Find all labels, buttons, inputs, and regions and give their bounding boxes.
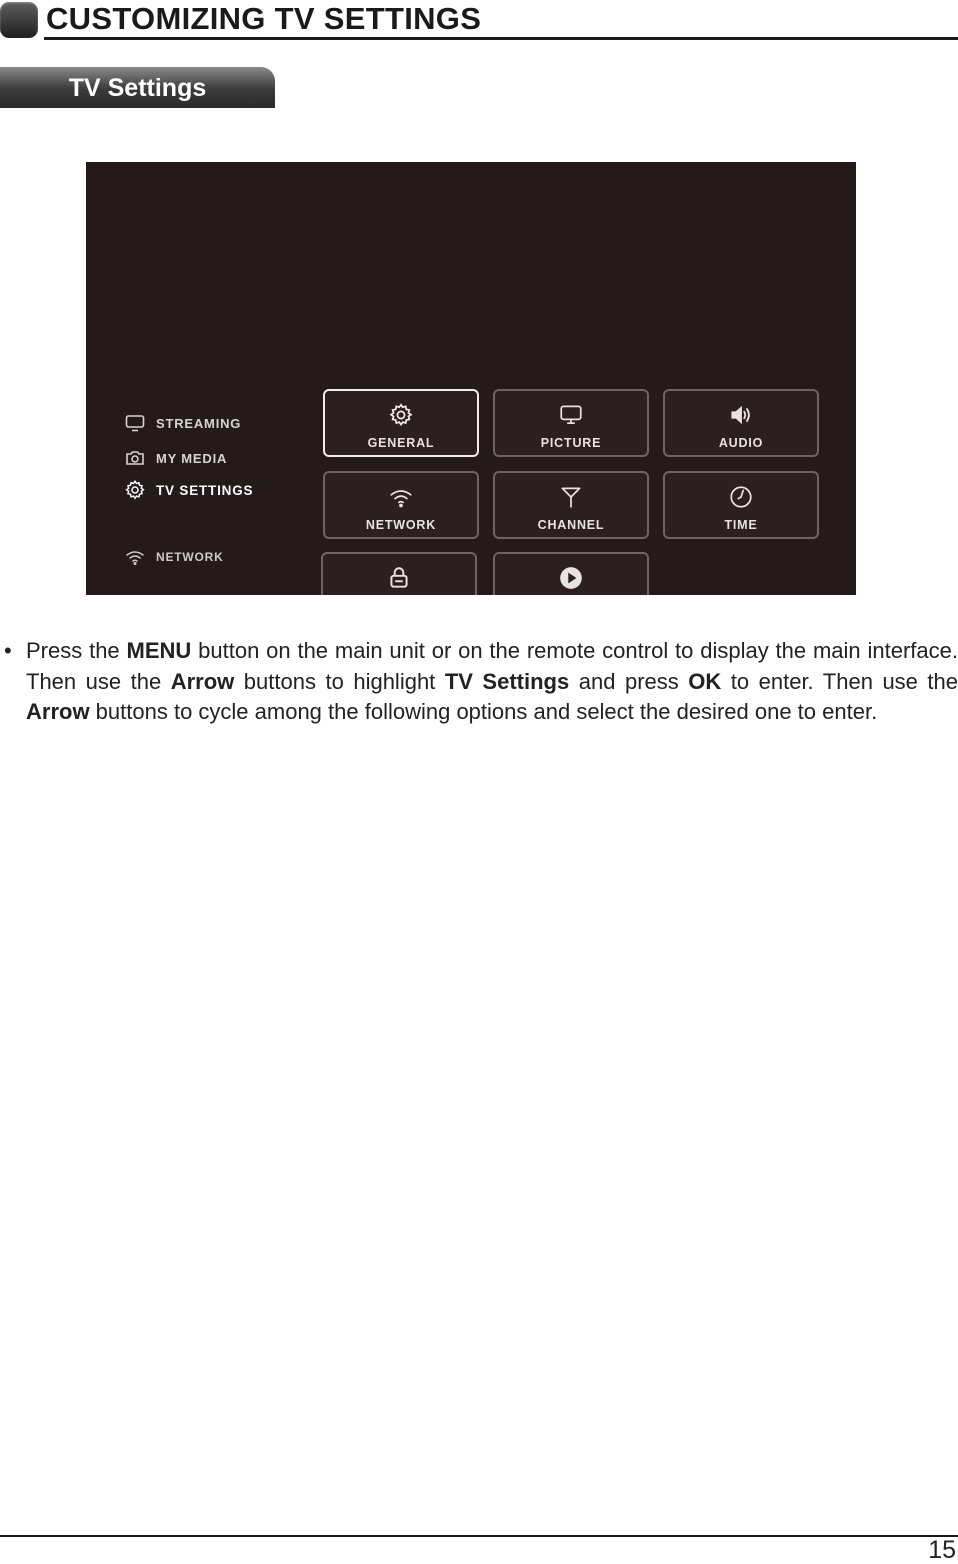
section-tab <box>0 67 275 108</box>
tile-label: CHANNEL <box>537 518 605 532</box>
tv-icon <box>124 412 146 434</box>
header-badge <box>0 2 38 38</box>
speaker-icon <box>728 402 754 428</box>
camera-icon <box>124 447 146 469</box>
text-run: buttons to cycle among the following options and select the desired one to enter. <box>89 699 878 724</box>
monitor-icon <box>558 402 584 428</box>
tile-label: GENERAL <box>367 436 435 450</box>
clock-icon <box>728 484 754 510</box>
wifi-icon <box>388 484 414 510</box>
text-run: Press the <box>26 638 127 663</box>
text-run: and press <box>569 668 689 694</box>
antenna-icon <box>558 484 584 510</box>
tile-label: TIME <box>724 518 758 532</box>
lock-icon <box>386 565 412 591</box>
header-rule <box>44 37 958 40</box>
section-label: TV Settings <box>68 74 207 102</box>
text-run: buttons to highlight <box>234 668 445 694</box>
tile-media-player[interactable] <box>493 552 649 595</box>
play-icon <box>558 565 584 591</box>
tv-screen <box>86 162 856 595</box>
tile-label: NETWORK <box>365 518 437 532</box>
sidebar-item-label: STREAMING <box>156 415 242 431</box>
gear-icon <box>388 402 414 428</box>
tile-network[interactable] <box>323 471 479 539</box>
wifi-icon <box>124 546 146 568</box>
sidebar-item-label: MY MEDIA <box>156 450 228 466</box>
tile-picture[interactable] <box>493 389 649 457</box>
tile-time[interactable] <box>663 471 819 539</box>
text-run: to enter. Then use the <box>721 668 958 694</box>
sidebar-item-streaming[interactable] <box>124 412 241 434</box>
footer-rule <box>0 1535 958 1537</box>
sidebar-item-my-media[interactable] <box>124 447 227 469</box>
page-title: CUSTOMIZING TV SETTINGS <box>46 1 482 36</box>
tile-lock[interactable] <box>321 552 477 595</box>
tile-label: PICTURE <box>540 436 602 450</box>
sidebar-item-label: NETWORK <box>156 550 224 564</box>
key-arrow: Arrow <box>170 668 235 694</box>
instruction-paragraph <box>26 636 958 728</box>
key-ok: OK <box>688 668 722 694</box>
bullet-marker: • <box>4 638 12 663</box>
page-number: 15 <box>928 1536 956 1564</box>
tile-general[interactable] <box>323 389 479 457</box>
gear-icon <box>124 479 146 501</box>
term-tv-settings: TV Settings <box>444 668 570 694</box>
sidebar-item-label: TV SETTINGS <box>156 482 254 498</box>
tile-channel[interactable] <box>493 471 649 539</box>
sidebar-item-tv-settings[interactable] <box>124 479 253 501</box>
tile-audio[interactable] <box>663 389 819 457</box>
sidebar-item-network[interactable] <box>124 546 224 568</box>
text-run: button on the main unit or on the remote control to display the main interface. Then use the <box>26 638 958 694</box>
tile-label: AUDIO <box>718 436 764 450</box>
key-arrow: Arrow <box>26 699 90 724</box>
key-menu: MENU <box>126 638 192 663</box>
